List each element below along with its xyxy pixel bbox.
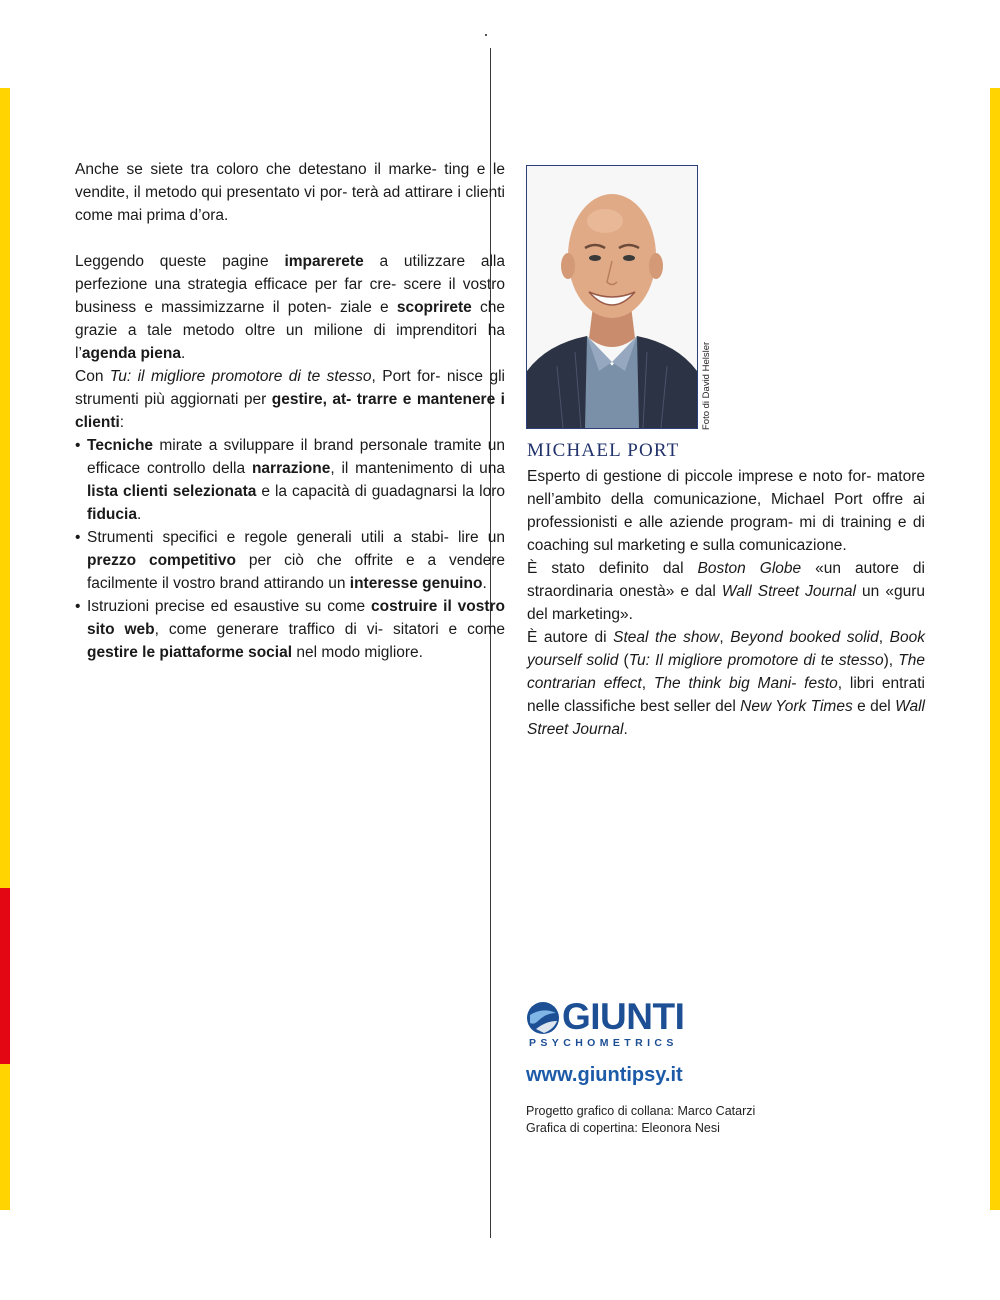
list-item: • Strumenti specifici e regole generali utili a stabi- lire un prezzo competitivo per ciò che offrite e a vendere facilmente il vostro brand attirando un interesse genuino. xyxy=(75,526,505,595)
bio-paragraph-2: È stato definito dal Boston Globe «un autore di straordinaria onestà» e dal Wall Street Journal un «guru del marketing». xyxy=(527,560,925,623)
cover-design-credit: Grafica di copertina: Eleonora Nesi xyxy=(526,1121,720,1135)
author-bio xyxy=(527,465,925,741)
blurb-paragraph-3: Con Tu: il migliore promotore di te stesso, Port for- nisce gli strumenti più aggiornati per gestire, at- trarre e mantenere i clienti: xyxy=(75,368,505,431)
bio-paragraph-3: È autore di Steal the show, Beyond booked solid, Book yourself solid (Tu: Il migliore promotore di te stesso), The contrarian effect, The think big Mani- festo, libri entrati nelle classifiche best seller del New York Times e del Wall Street Journal. xyxy=(527,629,926,738)
author-portrait-image xyxy=(527,166,697,428)
series-design-credit: Progetto grafico di collana: Marco Catarzi xyxy=(526,1104,756,1118)
logo-subtitle: PSYCHOMETRICS xyxy=(529,1037,678,1049)
photo-credit: Foto di David Helsler xyxy=(701,341,712,430)
crop-mark xyxy=(485,34,487,36)
feature-list xyxy=(75,434,505,664)
left-edge-yellow-bar-bottom xyxy=(0,1064,10,1210)
publisher-website-link[interactable]: www.giuntipsy.it xyxy=(526,1064,683,1086)
right-edge-yellow-bar xyxy=(990,88,1000,1210)
list-item: • Istruzioni precise ed esaustive su come costruire il vostro sito web, come generare traffico di vi- sitatori e come gestire le piattaforme social nel modo migliore. xyxy=(75,595,505,664)
design-credits xyxy=(526,1103,755,1137)
bio-paragraph-1: Esperto di gestione di piccole imprese e noto for- matore nell’ambito della comunicazione, Michael Port offre ai professionisti e alle aziende program- mi di training e di coaching sul marketing e sulla comunicazione. xyxy=(527,468,925,554)
globe-icon xyxy=(526,1001,560,1035)
back-cover-blurb xyxy=(75,158,506,718)
left-edge-yellow-bar-top xyxy=(0,88,10,888)
blurb-paragraph-2: Leggendo queste pagine imparerete a utilizzare alla perfezione una strategia efficace per far cre- scere il vostro business e massimizzarne il poten- ziale e scoprirete che grazie a tale metodo oltre un milione di imprenditori ha l’agenda piena. xyxy=(75,253,505,362)
list-item: • Tecniche mirate a sviluppare il brand personale tramite un efficace controllo della narrazione, il mantenimento di una lista clienti selezionata e la capacità di guadagnarsi la loro fiducia. xyxy=(75,434,505,526)
left-edge-red-bar xyxy=(0,888,10,1064)
logo-wordmark: GIUNTI xyxy=(562,996,685,1037)
publisher-logo xyxy=(526,996,696,1054)
author-name: MICHAEL PORT xyxy=(527,440,680,461)
author-photo xyxy=(526,165,698,429)
blurb-paragraph-1: Anche se siete tra coloro che detestano il marke- ting e le vendite, il metodo qui presentato vi por- terà ad attirare i clienti come mai prima d’ora. xyxy=(75,161,505,224)
